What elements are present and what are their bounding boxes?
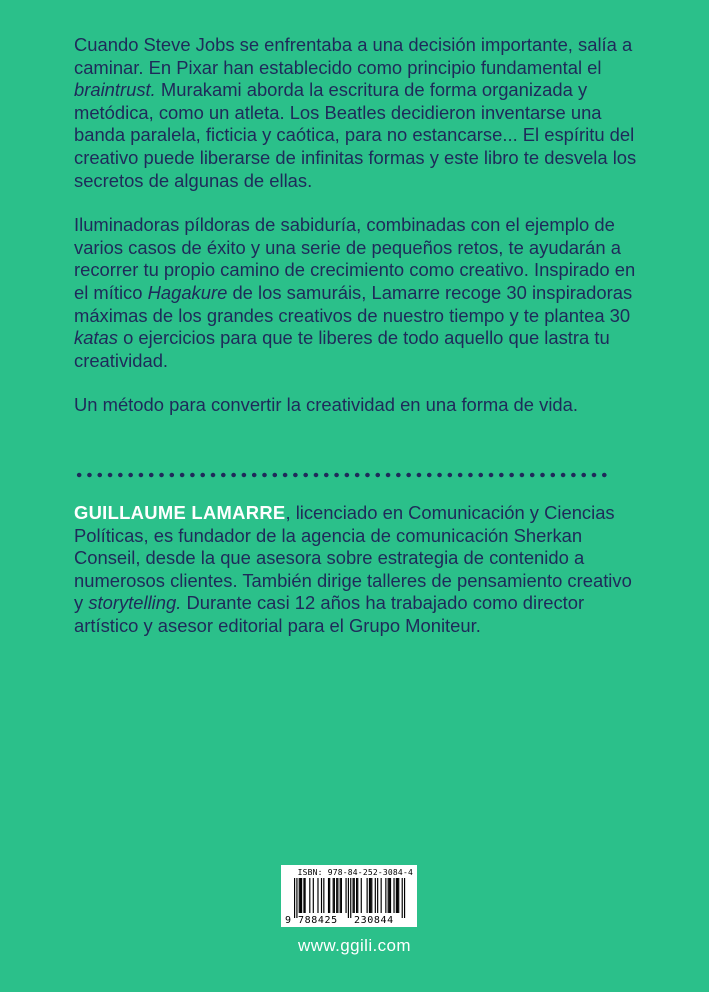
barcode-bar (341, 878, 342, 913)
barcode-bar (294, 878, 295, 918)
barcode-bar (348, 878, 349, 918)
author-name: GUILLAUME LAMARRE (74, 502, 286, 523)
barcode-bar (329, 878, 330, 913)
barcode-bar (369, 878, 370, 913)
dotted-divider (74, 472, 610, 478)
barcode-bar (334, 878, 335, 913)
blurb-text: Cuando Steve Jobs se enfrentaba a una decisión importante, salía a caminar. En Pixar han establecido como principio fundamental el (74, 34, 633, 78)
website-url[interactable]: www.ggili.com (298, 936, 411, 955)
barcode-bar (317, 878, 318, 913)
barcode-bar (375, 878, 376, 913)
author-bio (74, 502, 634, 638)
barcode-bar (397, 878, 398, 913)
barcode-bar (309, 878, 310, 913)
barcode-bar (388, 878, 389, 913)
barcode-bar (371, 878, 372, 913)
isbn-label: ISBN: 978-84-252-3084-4 (297, 868, 413, 877)
barcode-bar (321, 878, 322, 913)
blurb-paragraph-2 (74, 214, 644, 372)
barcode-bar (377, 878, 378, 913)
barcode-bar (353, 878, 354, 913)
blurb-emphasis: Hagakure (147, 281, 228, 303)
barcode-bar (367, 878, 368, 913)
barcode-digits-left: 788425 (298, 915, 338, 925)
barcode-bar (337, 878, 338, 913)
barcode-bar (313, 878, 314, 913)
barcode-bar (301, 878, 302, 913)
barcode-bar (328, 878, 329, 913)
barcode-bar (300, 878, 301, 913)
barcode-bar (296, 878, 297, 918)
barcode-bar (398, 878, 399, 913)
barcode-bar (389, 878, 390, 913)
barcode-bar (345, 878, 346, 913)
bio-text: , licenciado en Comunicación y Ciencias Políticas, es fundador de la agencia de comunicación Sherkan Conseil, desde la que asesora sobre estrategia de contenido a numerosos clientes. También dirige talleres de pensamiento creativo y (74, 502, 632, 614)
barcode-bar (340, 878, 341, 913)
blurb-text: de los samuráis, Lamarre recoge 30 inspiradoras máximas de los grandes creativos de nuestro tiempo y te plantea 30 (74, 281, 633, 326)
barcode-bar (356, 878, 357, 913)
barcode-digits-right: 230844 (354, 915, 394, 925)
blurb-emphasis: katas (74, 327, 118, 349)
barcode-bar (323, 878, 324, 913)
barcode-bar (354, 878, 355, 913)
barcode-bar (385, 878, 386, 913)
blurb-text: Murakami aborda la escritura de forma organizada y metódica, como un atleta. Los Beatles decidieron inventarse una banda paralela, ficticia y caótica, para no estancarse... El espíritu del creativo puede liberarse de infinitas formas y este libro te desvela los secretos de algunas de ellas. (74, 79, 637, 191)
barcode-bar (370, 878, 371, 913)
blurb-text: o ejercicios para que te liberes de todo aquello que lastra tu creatividad. (74, 327, 610, 371)
barcode-bar (333, 878, 334, 913)
barcode-bar (305, 878, 306, 913)
barcode-bar (361, 878, 362, 913)
barcode-bar (396, 878, 397, 913)
barcode-bar (393, 878, 394, 913)
blurb-paragraph-1 (74, 34, 644, 192)
barcode-icon (285, 878, 413, 925)
bio-text: Durante casi 12 años ha trabajado como director artístico y asesor editorial para el Grupo Moniteur. (74, 592, 585, 636)
back-cover-blurb (74, 34, 644, 417)
barcode-bar (390, 878, 391, 913)
barcode-bar (381, 878, 382, 913)
barcode-bar (357, 878, 358, 913)
barcode-bar (303, 878, 304, 913)
barcode-bar (336, 878, 337, 913)
barcode-bar (299, 878, 300, 913)
bio-emphasis: storytelling. (88, 592, 182, 614)
barcode-lead-digit: 9 (285, 915, 292, 925)
blurb-paragraph-3: Un método para convertir la creatividad en una forma de vida. (74, 394, 578, 416)
blurb-text: Iluminadoras píldoras de sabiduría, combinadas con el ejemplo de varios casos de éxito y una serie de pequeños retos, te ayudarán a recorrer tu propio camino de crecimiento como creativo. Inspirado en el mítico (74, 214, 636, 303)
barcode-bar (350, 878, 351, 918)
blurb-emphasis: braintrust. (74, 79, 156, 101)
barcode-bar (404, 878, 405, 918)
isbn-barcode (281, 865, 417, 927)
barcode-bar (402, 878, 403, 918)
